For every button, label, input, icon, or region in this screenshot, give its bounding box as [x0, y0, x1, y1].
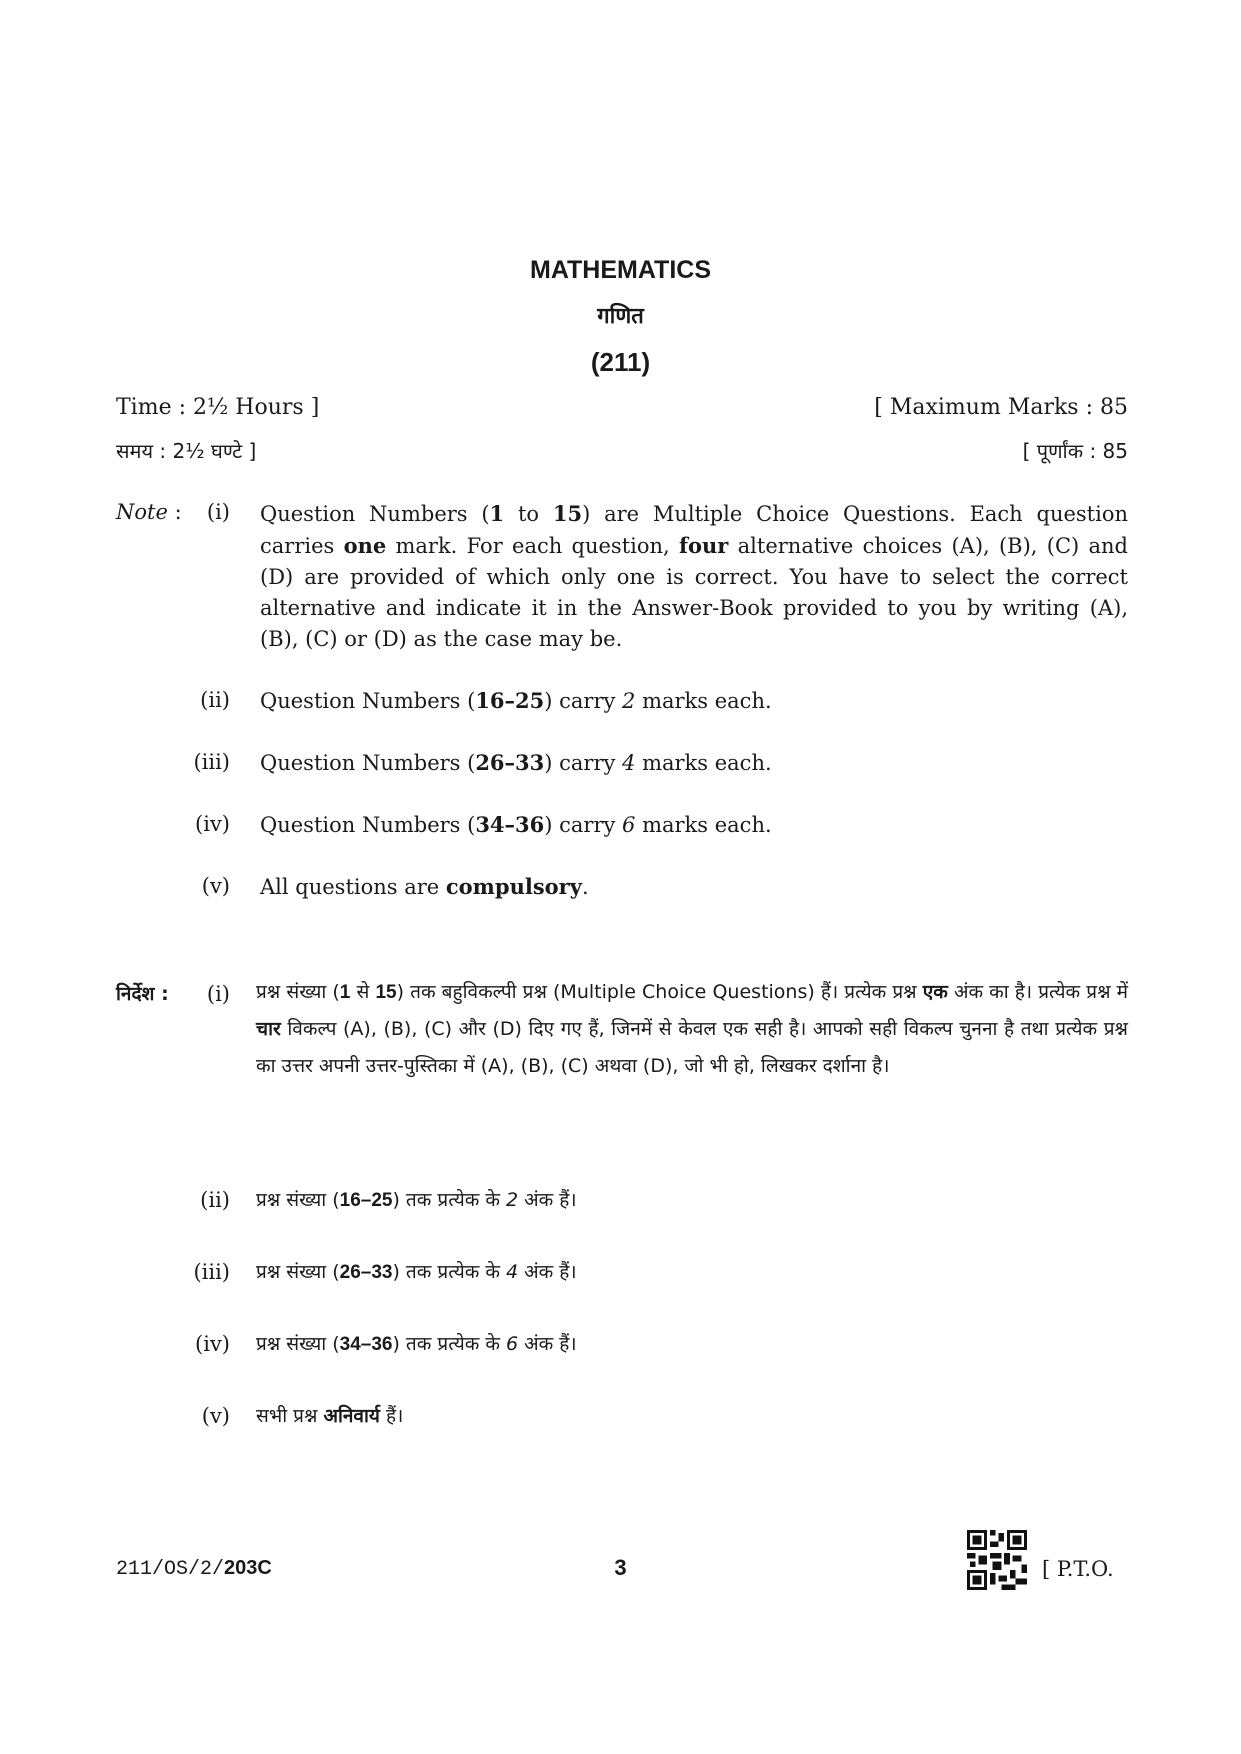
paper-code: 211/OS/2/203C	[116, 1557, 272, 1581]
time-label: Time : 2½ Hours ]	[116, 395, 320, 420]
nirdesh-item-2-text: प्रश्न संख्या (16–25) तक प्रत्येक के 2 अंक हैं।	[256, 1189, 577, 1211]
note-item-1-number: (i)	[206, 500, 230, 524]
note-item-2-text: Question Numbers (16–25) carry 2 marks each.	[260, 688, 772, 713]
note-label: Note :	[116, 500, 182, 524]
nirdesh-label: निर्देश :	[116, 983, 169, 1005]
nirdesh-item-1-text: प्रश्न संख्या (1 से 15) तक बहुविकल्पी प्रश्न (Multiple Choice Questions) हैं। प्रत्येक प्रश्न एक अंक का है। प्रत्येक प्रश्न में चार विकल्प (A), (B), (C) और (D) दिए गए हैं, जिनमें से केवल एक सही है। आपको सही विकल्प चुनना है तथा प्रत्येक प्रश्न का उत्तर अपनी उत्तर-पुस्तिका में (A), (B), (C) अथवा (D), जो भी हो, लिखकर दर्शाना है।	[256, 981, 1128, 1077]
paper-title: MATHEMATICS	[530, 256, 711, 284]
note-item-2-number: (ii)	[200, 688, 230, 712]
note-item-4-text: Question Numbers (34–36) carry 6 marks each.	[260, 812, 772, 837]
nirdesh-item-3-number: (iii)	[193, 1260, 230, 1284]
nirdesh-item-4-text: प्रश्न संख्या (34–36) तक प्रत्येक के 6 अंक हैं।	[256, 1333, 577, 1355]
qr-code-icon	[967, 1530, 1027, 1590]
time-label-hindi: समय : 2½ घण्टे ]	[116, 439, 257, 463]
note-item-5-text: All questions are compulsory.	[260, 874, 589, 899]
nirdesh-item-5-text: सभी प्रश्न अनिवार्य हैं।	[256, 1405, 404, 1427]
note-item-5-number: (v)	[201, 874, 230, 898]
nirdesh-item-1-number: (i)	[206, 982, 230, 1006]
page-number: 3	[614, 1555, 627, 1580]
nirdesh-item-4-number: (iv)	[195, 1332, 230, 1356]
nirdesh-item-3-text: प्रश्न संख्या (26–33) तक प्रत्येक के 4 अंक हैं।	[256, 1261, 577, 1283]
subject-code: (211)	[590, 347, 651, 377]
nirdesh-item-5-number: (v)	[201, 1404, 230, 1428]
note-item-1-text: Question Numbers (1 to 15) are Multiple Choice Questions. Each question carries one mark. For each question, four alternative choices (A), (B), (C) and (D) are provided of which only one is correct. You have to select the correct alternative and indicate it in the Answer-Book provided to you by writing (A), (B), (C) or (D) as the case may be.	[260, 501, 1128, 651]
nirdesh-item-2-number: (ii)	[200, 1188, 230, 1212]
max-marks-label-hindi: [ पूर्णांक : 85	[1022, 439, 1128, 463]
paper-title-hindi: गणित	[597, 304, 644, 329]
note-item-4-number: (iv)	[195, 812, 230, 836]
pto-label: [ P.T.O.	[1042, 1557, 1114, 1581]
note-item-3-text: Question Numbers (26–33) carry 4 marks each.	[260, 750, 772, 775]
note-item-3-number: (iii)	[193, 750, 230, 774]
max-marks-label: [ Maximum Marks : 85	[874, 395, 1128, 420]
